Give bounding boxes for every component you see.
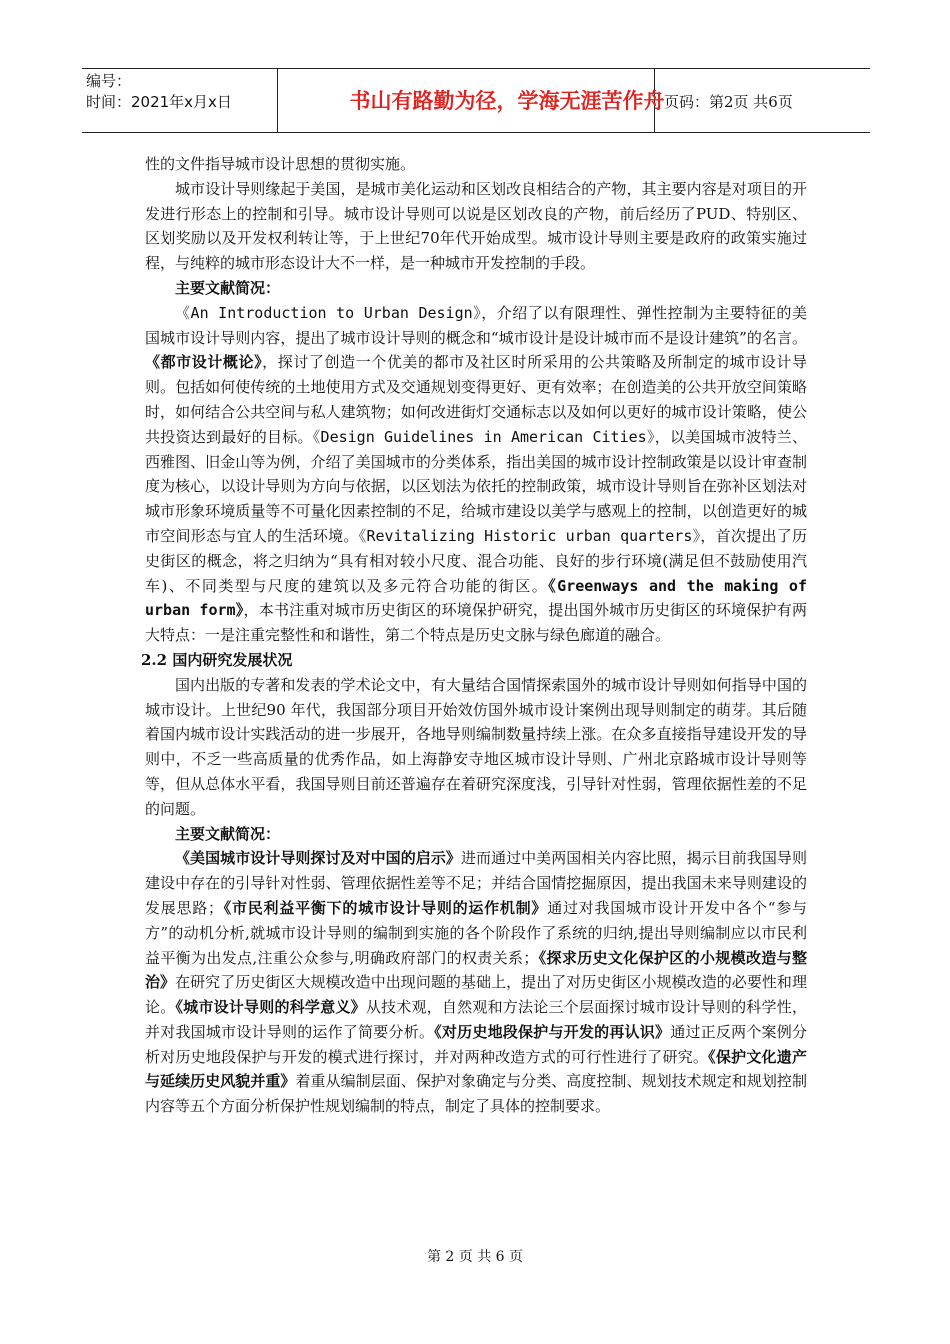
paragraph-text: ，探讨了创造一个优美的都市及社区时所采用的公共策略及所制定的城市设计导则。包括如何使传统的土地使用方式及交通规划变得更好、更有效率；在创造美的公共开放空间策略时，如何结合公共空间与私人建筑物；如何改进街灯交通标志以及如何以更好的城市设计策略，使公共投资达到最好的目标。 [145,353,807,446]
paper-title: 《探求历史文化保护区的小规模改造与整治》 [145,948,807,992]
paragraph-text: ，介绍了以有限理性、弹性控制为主要特征的美国城市设计导则内容，提出了城市设计导则的概念和“城市设计是设计城市而不是设计建筑”的名言。 [145,303,807,347]
header-top-rule [82,68,870,69]
time-label: 时间：2021年x月x日 [86,93,232,111]
paper-title: 《美国城市设计导则探讨及对中国的启示》 [175,849,461,868]
paragraph [145,301,807,648]
header-meta [86,71,232,113]
paragraph-text: 进而通过中美两国相关内容比照，揭示目前我国导则建设中存在的引导针对性弱、管理依据性差等不足；并结合国情挖掘原因，提出我国未来导则建设的发展思路； [145,849,807,917]
page-header [82,68,870,132]
book-title: 《Greenways and the making of urban form》 [145,576,807,620]
paragraph-text: 通过对我国城市设计开发中各个“参与方”的动机分析,就城市设计导则的编制到实施的各个阶段作了系统的归纳,提出导则编制应以市民利益平衡为出发点,注重公众参与,明确政府部门的权责关系； [145,898,807,967]
section-heading: 2.2 国内研究发展状况 [141,650,293,669]
section-subheading: 主要文献简况： [175,824,281,843]
paragraph-text: 从技术观，自然观和方法论三个层面探讨城市设计导则的科学性，并对我国城市设计导则的运作了简要分析。 [145,998,807,1041]
document-body [141,152,807,1119]
paragraph-text: ，以美国城市波特兰、西雅图、旧金山等为例，介绍了美国城市的分类体系，指出美国的城市设计控制政策是以设计审查制度为核心，以设计导则为方向与依据，以区划法为依托的控制政策，城市设计导则旨在弥补区划法对城市形象环境质量等不可量化因素控制的不足，给城市建设以美学与感观上的控制，以创造更好的城市空间形态与宜人的生活环境。 [145,427,807,545]
book-title: 《都市设计概论》 [145,353,263,372]
paper-title: 《市民利益平衡下的城市设计导则的运作机制》 [223,898,548,917]
paper-title: 《保护文化遗产与延续历史风貌并重》 [145,1047,807,1091]
paragraph: 性的文件指导城市设计思想的贯彻实施。 [145,155,416,173]
section-subheading: 主要文献简况： [175,278,281,297]
paper-title: 《对历史地段保护与开发的再认识》 [434,1022,671,1041]
page-footer: 第 2 页 共 6 页 [426,1249,524,1265]
paragraph-text: ，首次提出了历史街区的概念，将之归纳为“具有相对较小尺度、混合功能、良好的步行环境(满足但不鼓励使用汽车)、不同类型与尺度的建筑以及多元符合功能的街区。 [145,526,807,595]
paragraph [145,846,807,1119]
paragraph: 国内出版的专著和发表的学术论文中，有大量结合国情探索国外的城市设计导则如何指导中国的城市设计。上世纪90 年代，我国部分项目开始效仿国外城市设计案例出现导则制定的萌芽。其后随着国内城市设计实践活动的进一步展开，各地导则编制数量持续上涨。在众多直接指导建设开发的导则中，不乏一些高质量的优秀作品，如上海静安寺地区城市设计导则、广州北京路城市设计导则等等，但从总体水平看，我国导则目前还普遍存在着研究深度浅，引导针对性弱，管理依据性差的不足的问题。 [145,675,807,818]
header-bottom-rule [82,132,870,133]
paragraph: 城市设计导则缘起于美国，是城市美化运动和区划改良相结合的产物，其主要内容是对项目的开发进行形态上的控制和引导。城市设计导则可以说是区划改良的产物，前后经历了PUD、特别区、区划奖励以及开发权利转让等，于上世纪70年代开始成型。城市设计导则主要是政府的政策实施过程，与纯粹的城市形态设计大不一样，是一种城市开发控制的手段。 [145,179,807,273]
paragraph-text: 在研究了历史街区大规模改造中出现问题的基础上，提出了对历史街区小规模改造的必要性和理论。 [145,973,807,1017]
header-page-label: 页码：第2页 共6页 [664,93,793,111]
paragraph-text: 通过正反两个案例分析对历史地段保护与开发的模式进行探讨，并对两种改造方式的可行性进行了研究。 [145,1022,807,1066]
book-title: 《Revitalizing Historic urban quarters》 [358,526,701,545]
header-motto: 书山有路勤为径，学海无涯苦作舟 [349,89,665,113]
paragraph-text: ，本书注重对城市历史街区的环境保护研究，提出国外城市历史街区的环境保护有两大特点：一是注重完整性和和谐性，第二个特点是历史文脉与绿色廊道的融合。 [145,601,807,645]
book-title: 《Design Guidelines in American Cities》 [312,427,655,446]
number-label: 编号： [86,72,132,90]
paper-title: 《城市设计导则的科学意义》 [175,998,366,1017]
paragraph-text: 着重从编制层面、保护对象确定与分类、高度控制、规划技术规定和规划控制内容等五个方面分析保护性规划编制的特点，制定了具体的控制要求。 [145,1072,807,1116]
book-title: 《An Introduction to Urban Design》 [175,303,482,322]
